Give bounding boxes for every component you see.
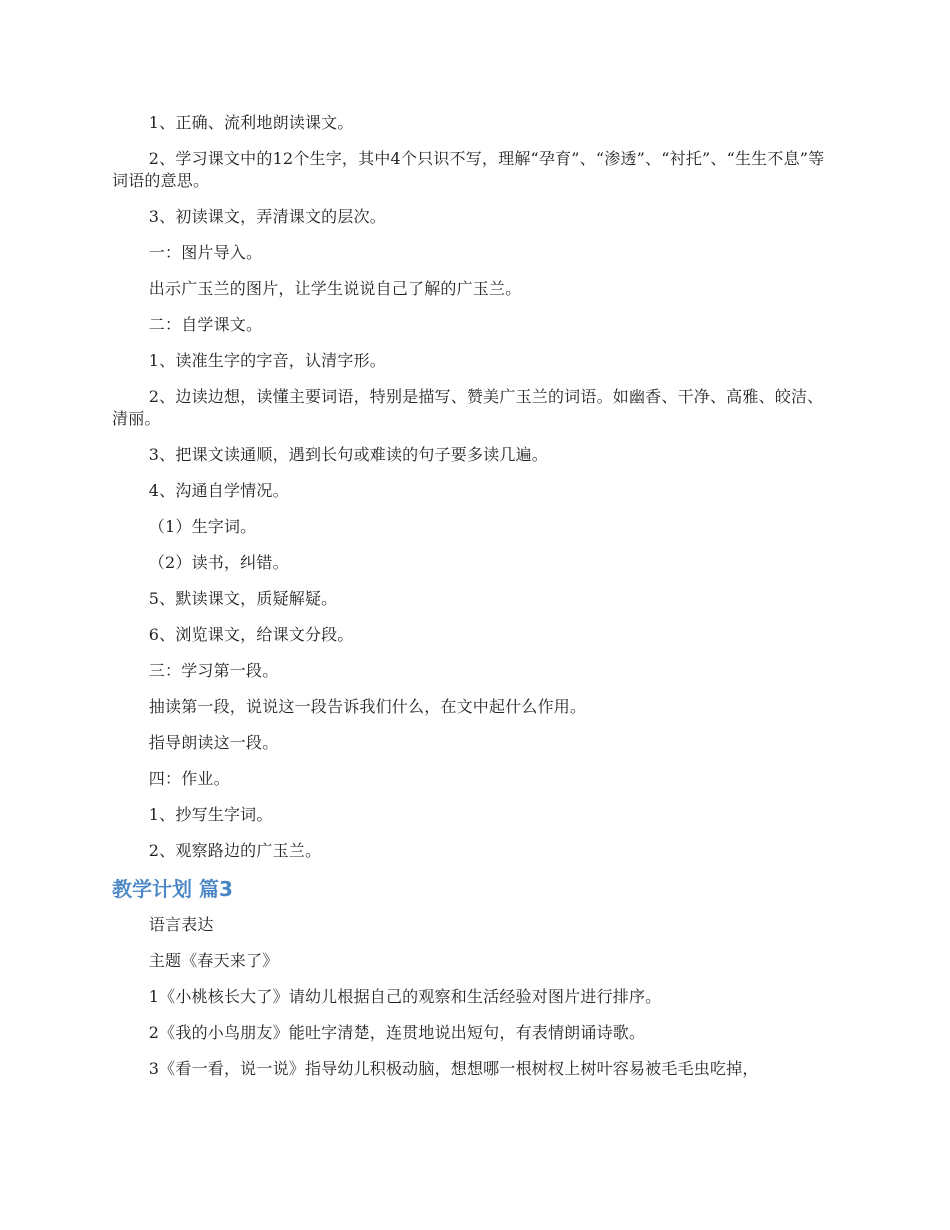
paragraph: 6、浏览课文，给课文分段。 [148,625,354,644]
paragraph: 抽读第一段，说说这一段告诉我们什么，在文中起什么作用。 [148,697,587,716]
section-3 [112,876,832,1080]
paragraph: （1）生字词。 [148,517,257,536]
paragraph: 3、初读课文，弄清课文的层次。 [148,207,386,226]
paragraph: 2《我的小鸟朋友》能吐字清楚，连贯地说出短句，有表情朗诵诗歌。 [148,1023,646,1042]
paragraph: （2）读书，纠错。 [148,553,289,572]
paragraph: 2、观察路边的广玉兰。 [148,841,322,860]
paragraph: 2、边读边想，读懂主要词语，特别是描写、赞美广玉兰的词语。如幽香、干净、高雅、皎洁、清丽。 [112,387,824,428]
paragraph: 1、读准生字的字音，认清字形。 [148,351,386,370]
paragraph: 出示广玉兰的图片，让学生说说自己了解的广玉兰。 [148,279,522,298]
paragraph: 主题《春天来了》 [148,951,279,970]
paragraph: 1《小桃核长大了》请幼儿根据自己的观察和生活经验对图片进行排序。 [148,987,662,1006]
paragraph: 指导朗读这一段。 [148,733,279,752]
paragraph: 二：自学课文。 [148,315,263,334]
paragraph: 三：学习第一段。 [148,661,279,680]
section-heading: 教学计划 篇3 [112,877,233,901]
paragraph: 一：图片导入。 [148,243,263,262]
paragraph: 3《看一看，说一说》指导幼儿积极动脑，想想哪一根树杈上树叶容易被毛毛虫吃掉， [148,1059,759,1078]
paragraph: 四：作业。 [148,769,230,788]
paragraph: 2、学习课文中的12个生字，其中4个只识不写，理解“孕育”、“渗透”、“衬托”、“生生不息”等词语的意思。 [112,149,825,190]
document-page [112,112,832,1094]
paragraph: 1、抄写生字词。 [148,805,273,824]
paragraph: 5、默读课文，质疑解疑。 [148,589,338,608]
paragraph: 4、沟通自学情况。 [148,481,289,500]
lesson-plan-section [112,112,832,862]
paragraph: 3、把课文读通顺，遇到长句或难读的句子要多读几遍。 [148,445,548,464]
paragraph: 1、正确、流利地朗读课文。 [148,113,354,132]
paragraph: 语言表达 [148,915,214,934]
